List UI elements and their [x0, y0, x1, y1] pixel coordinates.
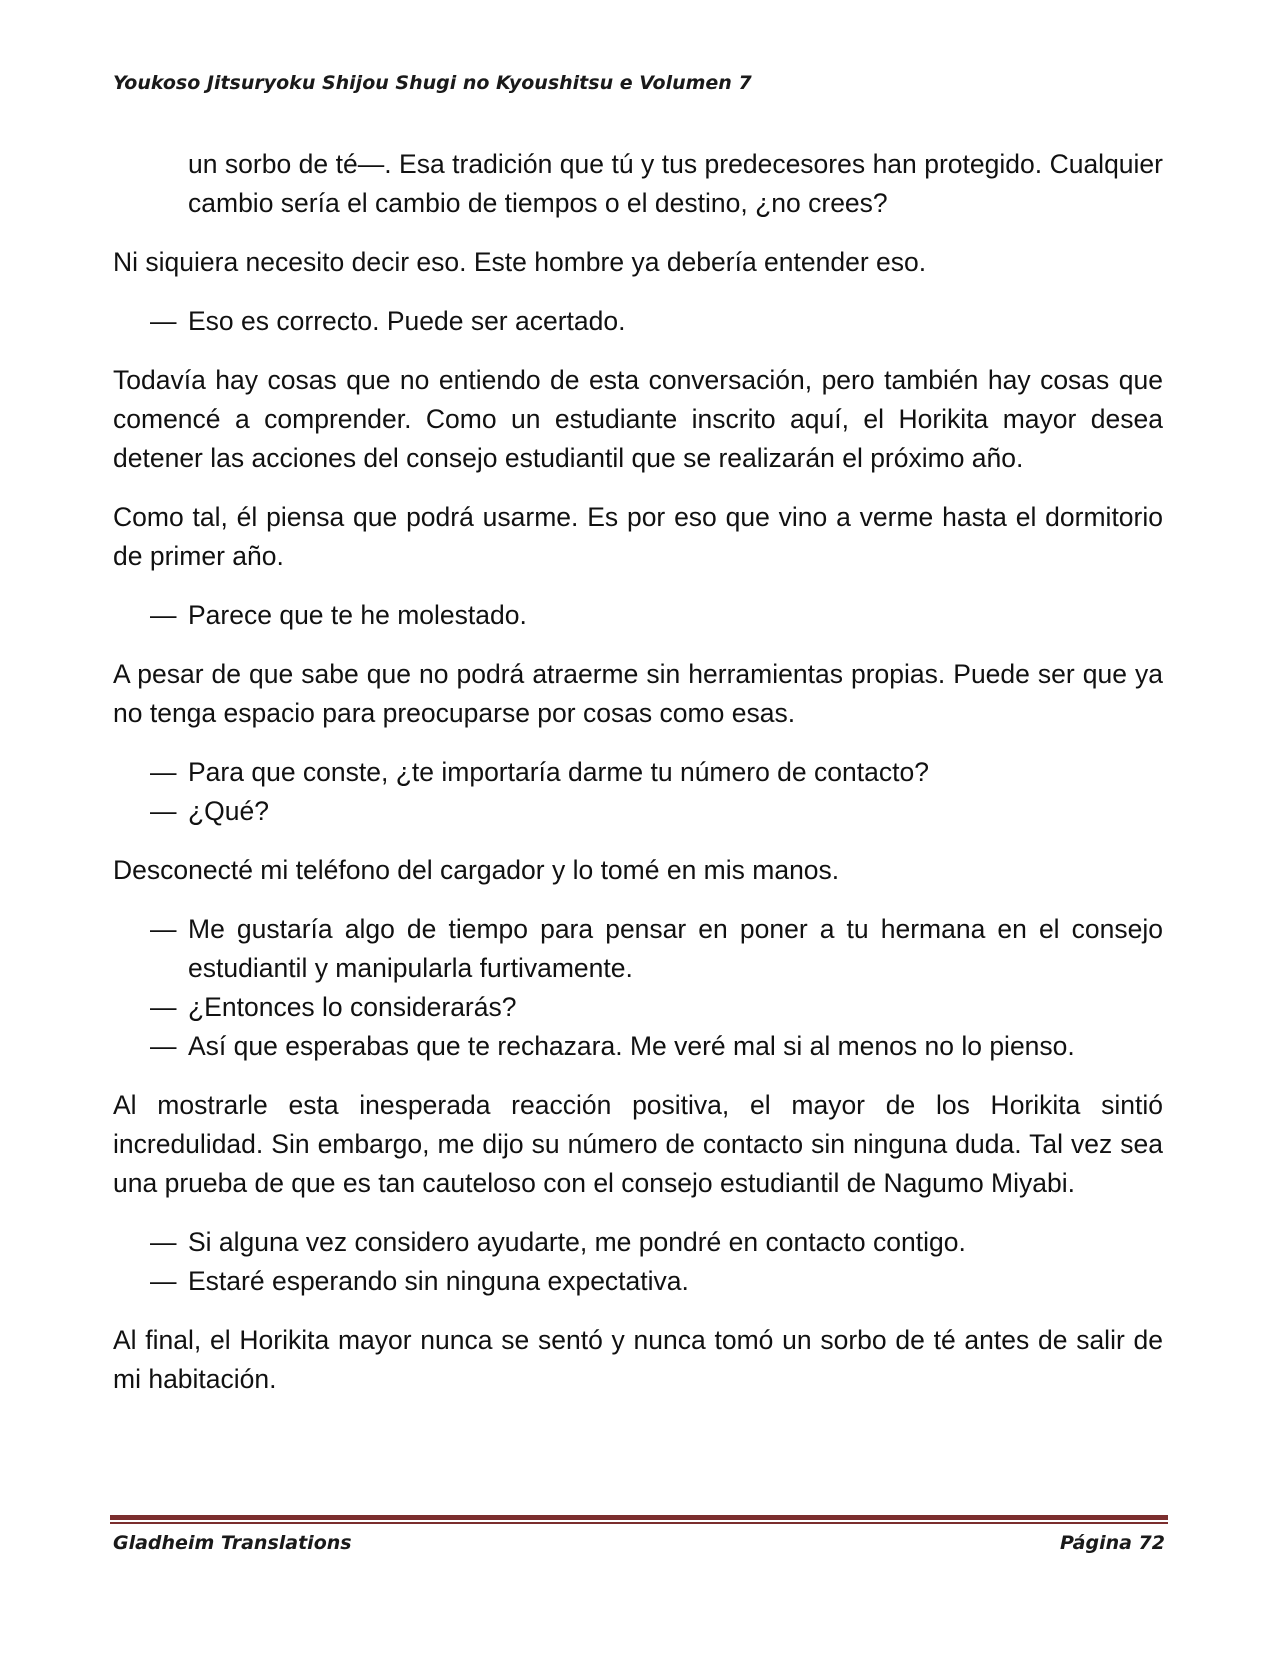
dialogue-line: [113, 1027, 1163, 1066]
dialogue-dash: —: [150, 1227, 177, 1257]
dialogue-text: Para que conste, ¿te importaría darme tu número de contacto?: [188, 757, 929, 787]
dialogue-dash: —: [150, 992, 177, 1022]
paragraph-continuation: un sorbo de té—. Esa tradición que tú y tus predecesores han protegido. Cualquier cambio sería el cambio de tiempos o el destino, ¿no crees?: [188, 149, 1163, 218]
dialogue-dash: —: [150, 914, 177, 944]
dialogue-line: [113, 302, 1163, 341]
dialogue-dash: —: [150, 306, 177, 336]
dialogue-text: Así que esperabas que te rechazara. Me veré mal si al menos no lo pienso.: [188, 1031, 1075, 1061]
dialogue-dash: —: [150, 757, 177, 787]
dialogue-text: ¿Entonces lo considerarás?: [188, 992, 517, 1022]
dialogue-text: Me gustaría algo de tiempo para pensar en poner a tu hermana en el consejo estudiantil y manipularla furtivamente.: [188, 914, 1163, 983]
dialogue-line: [113, 988, 1163, 1027]
dialogue-dash: —: [150, 600, 177, 630]
dialogue-text: Si alguna vez considero ayudarte, me pondré en contacto contigo.: [188, 1227, 966, 1257]
dialogue-line: [113, 792, 1163, 831]
paragraph: Desconecté mi teléfono del cargador y lo tomé en mis manos.: [113, 855, 840, 885]
dialogue-line: [113, 1262, 1163, 1301]
dialogue-text: Eso es correcto. Puede ser acertado.: [188, 306, 626, 336]
page-number: Página 72: [1059, 1532, 1165, 1554]
paragraph: A pesar de que sabe que no podrá atraerme sin herramientas propias. Puede ser que ya no tenga espacio para preocuparse por cosas como esas.: [113, 659, 1163, 728]
running-header: Youkoso Jitsuryoku Shijou Shugi no Kyoushitsu e Volumen 7: [113, 72, 752, 94]
footer-credit: Gladheim Translations: [113, 1532, 352, 1554]
paragraph: Al mostrarle esta inesperada reacción positiva, el mayor de los Horikita sintió incredulidad. Sin embargo, me dijo su número de contacto sin ninguna duda. Tal vez sea una prueba de que es tan cauteloso con el consejo estudiantil de Nagumo Miyabi.: [113, 1090, 1163, 1198]
footer-rule-thin: [110, 1522, 1168, 1524]
paragraph: Ni siquiera necesito decir eso. Este hombre ya debería entender eso.: [113, 247, 927, 277]
page-body: [113, 145, 1163, 1419]
dialogue-dash: —: [150, 1266, 177, 1296]
footer-rule-thick: [110, 1515, 1168, 1520]
paragraph: Al final, el Horikita mayor nunca se sentó y nunca tomó un sorbo de té antes de salir de mi habitación.: [113, 1325, 1163, 1394]
dialogue-line: [113, 910, 1163, 988]
dialogue-dash: —: [150, 1031, 177, 1061]
dialogue-line: [113, 1223, 1163, 1262]
dialogue-text: Estaré esperando sin ninguna expectativa.: [188, 1266, 689, 1296]
dialogue-line: [113, 753, 1163, 792]
paragraph: Como tal, él piensa que podrá usarme. Es por eso que vino a verme hasta el dormitorio de primer año.: [113, 502, 1163, 571]
dialogue-dash: —: [150, 796, 177, 826]
dialogue-line: [113, 596, 1163, 635]
dialogue-text: ¿Qué?: [188, 796, 270, 826]
paragraph: Todavía hay cosas que no entiendo de esta conversación, pero también hay cosas que comencé a comprender. Como un estudiante inscrito aquí, el Horikita mayor desea detener las acciones del consejo estudiantil que se realizarán el próximo año.: [113, 365, 1163, 473]
footer-rule: [110, 1515, 1168, 1524]
dialogue-text: Parece que te he molestado.: [188, 600, 527, 630]
